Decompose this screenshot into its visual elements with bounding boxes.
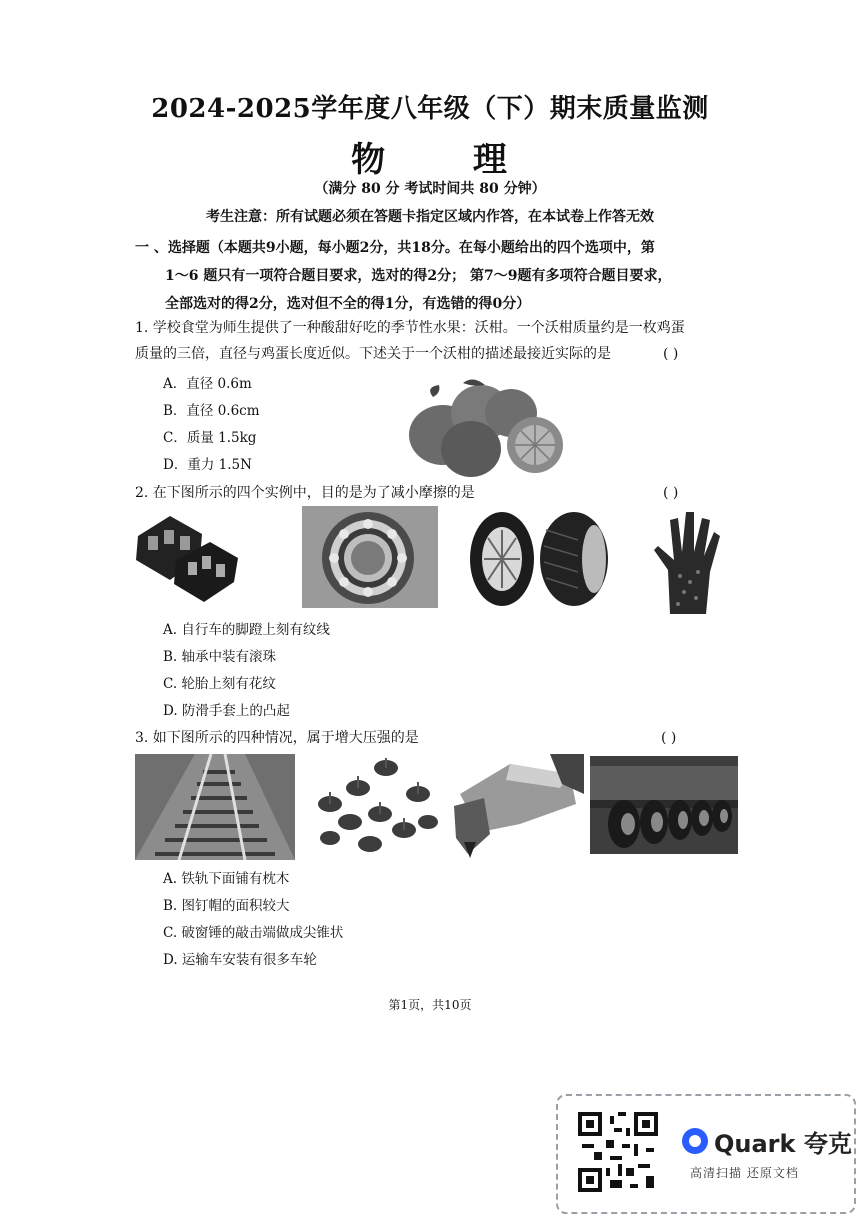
quark-tagline: 高清扫描 还原文档 [690,1166,799,1180]
q2-option-d: D. 防滑手套上的凸起 [163,703,290,719]
section-line-3: 全部选对的得2分，选对但不全的得1分，有选错的得0分） [165,296,531,312]
railway-tracks-image [135,754,295,860]
question-1 [135,315,725,367]
question-2 [135,480,725,506]
q1-option-c: C．质量 1.5kg [163,430,257,446]
q1-option-b: B．直径 0.6cm [163,403,260,419]
q3-option-c: C. 破窗锤的敲击端做成尖锥状 [163,925,344,941]
anti-slip-glove-image [640,506,726,616]
question-2-stem: 2. 在下图所示的四个实例中，目的是为了减小摩擦的是 [135,485,475,501]
q1-option-a: A．直径 0.6m [163,376,252,392]
question-1-options [163,371,260,479]
q3-option-b: B. 图钉帽的面积较大 [163,898,290,914]
answer-paren-1: ( ) [663,346,679,362]
ball-bearing-image [302,506,438,608]
question-3 [135,725,725,751]
exam-title: 2024-2025学年度八年级（下）期末质量监测 [151,94,709,124]
q2-option-a: A. 自行车的脚蹬上刻有纹线 [163,622,330,638]
section-line-1: 一 、选择题（本题共9小题，每小题2分，共18分。在每小题给出的四个选项中，第 [135,240,655,256]
section-line-2: 1～6 题只有一项符合题目要求，选对的得2分； 第7～9题有多项符合题目要求， [165,268,672,284]
exam-meta: （满分 80 分 考试时间共 80 分钟） [314,181,546,197]
quark-logo-icon [680,1126,710,1156]
bicycle-pedal-image [130,506,242,606]
answer-paren-2: ( ) [663,485,679,501]
q2-option-c: C. 轮胎上刻有花纹 [163,676,276,692]
safety-hammer-image [450,754,584,860]
q3-option-a: A. 铁轨下面铺有枕木 [163,871,290,887]
answer-paren-3: ( ) [661,730,677,746]
q2-option-b: B. 轴承中装有滚珠 [163,649,277,665]
q3-option-d: D. 运输车安装有很多车轮 [163,952,317,968]
question-3-stem: 3. 如下图所示的四种情况，属于增大压强的是 [135,730,419,746]
question-3-options [163,866,343,974]
transport-truck-image [590,756,738,854]
quark-logo-text: Quark 夸克 [714,1130,852,1158]
citrus-fruit-image [403,373,565,479]
tires-image [466,510,612,608]
question-2-options [163,617,330,725]
qr-code-icon [578,1112,658,1192]
q1-option-d: D．重力 1.5N [163,457,252,473]
page-number: 第1页，共10页 [388,998,472,1012]
exam-notice: 考生注意：所有试题必须在答题卡指定区域内作答，在本试卷上作答无效 [206,209,654,225]
question-1-stem-1: 1. 学校食堂为师生提供了一种酸甜好吃的季节性水果：沃柑。一个沃柑质量约是一枚鸡蛋 [135,320,685,336]
question-1-stem-2: 质量的三倍，直径与鸡蛋长度近似。下述关于一个沃柑的描述最接近实际的是 [135,346,611,362]
subject-title: 物 理 [351,140,545,180]
thumbtacks-image [300,754,448,858]
section-instructions [135,234,735,318]
